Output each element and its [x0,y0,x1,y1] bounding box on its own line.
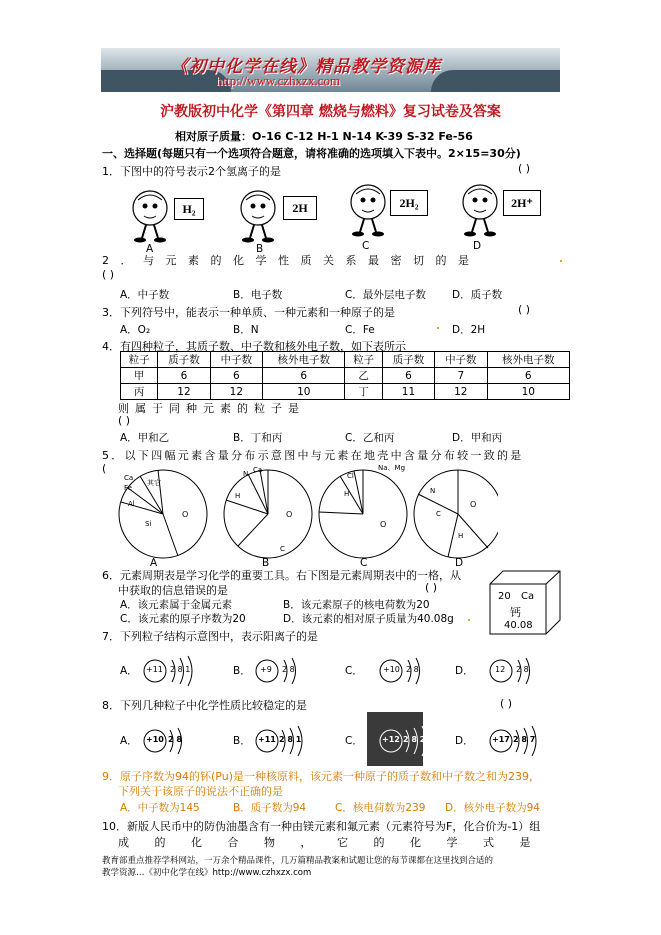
pie-c [319,470,407,558]
table-header-cell: 粒子 [345,352,382,368]
q5-answer-paren: ( [102,462,107,475]
q7-c-nucleus: +10 [383,665,400,674]
pie-a-label-fe: Fe [124,484,132,492]
q4-option-b[interactable]: B．丁和丙 [233,432,283,444]
table-header-cell: 核外电子数 [487,352,570,368]
element-name: 钙 [510,606,521,619]
footer-line-2[interactable]: 教学资源…《初中化学在线》http://www.czhxzx.com [102,868,312,878]
table-cell: 10 [263,384,345,400]
q1-letter-c: C [362,240,370,252]
q7-option-b[interactable]: B． [233,665,251,677]
pie-d [414,470,498,558]
pie-b-label-c: C [280,545,285,553]
cartoon-ball-a [133,191,167,243]
q1-label-a: H₂ [174,198,204,220]
q8-b-nucleus: +11 [258,735,276,744]
q7-c-shells: 2 8 [406,665,419,674]
q6-stem: 6．元素周期表是学习化学的重要工具。右下图是元素周期表中的一格，从 [102,569,461,582]
q4-stem: 4．有四种粒子，其质子数、中子数和核外电子数，如下表所示 [102,340,406,353]
q5-letter-c: C [360,557,368,569]
cartoon-ball-d [463,185,497,237]
q4-option-a[interactable]: A．甲和乙 [120,432,170,444]
q4-particle-table [120,351,570,400]
q3-option-c[interactable]: C．Fe [345,324,375,336]
q7-stem: 7．下列粒子结构示意图中，表示阳离子的是 [102,630,318,643]
table-cell: 6 [382,368,434,384]
q1-letter-d: D [473,240,482,252]
pie-d-label-c: C [436,510,441,518]
q2-option-d[interactable]: D．质子数 [452,289,503,301]
q1-label-b: 2H [283,196,317,220]
pie-d-label-o: O [470,500,477,509]
q1-letter-b: B [256,243,264,255]
footer [102,855,572,879]
q1-answer-paren: ( ) [518,162,531,175]
q7-a-nucleus: +11 [146,665,163,674]
q7-option-c[interactable]: C． [345,665,363,677]
decor-dot [560,260,562,262]
q9-stem: 9．原子序数为94的钚(Pu)是一种核原料，该元素一种原子的质子数和中子数之和为239， [102,770,540,783]
pie-a-label-o: O [182,510,189,519]
q8-option-b[interactable]: B． [233,735,251,747]
table-header-cell: 质子数 [382,352,434,368]
q2-option-a[interactable]: A．中子数 [120,289,170,301]
q9-stem-2: 下列关于该原子的说法不正确的是 [118,785,283,798]
q8-answer-paren: ( ) [500,697,513,710]
pie-a-label-other: 其它 [147,479,161,487]
document-title: 沪教版初中化学《第四章 燃烧与燃料》复习试卷及答案 [160,104,501,120]
banner-url[interactable]: http://www.czhxzx.com [216,73,341,88]
q7-a-shells: 2 8 1 [170,665,191,674]
element-number: 20 [498,591,511,602]
element-symbol: Ca [521,591,535,602]
q10-stem-2: 成 的 化 合 物 ， 它 的 化 学 式 是 [118,836,542,849]
table-cell: 11 [382,384,434,400]
table-header-cell: 核外电子数 [263,352,345,368]
cartoon-ball-b [241,191,275,243]
q8-c-shells: 2 8 2 [403,735,426,744]
table-cell: 12 [435,384,487,400]
q1-letter-a: A [146,243,154,255]
q2-option-b[interactable]: B．电子数 [233,289,283,301]
table-header-cell: 中子数 [435,352,487,368]
q3-stem: 3．下列符号中，能表示一种单质、一种元素和一种原子的是 [102,306,395,319]
banner-hill-decoration [431,70,560,92]
q5-stem: 5．以下四幅元素含量分布示意图中与元素在地壳中含量分布较一致的是 [102,449,524,462]
q9-option-a[interactable]: A．中子数为145 [120,802,200,814]
pie-a [119,470,207,558]
q6-option-a[interactable]: A．该元素属于金属元素 [120,599,233,611]
q9-option-d[interactable]: D．核外电子数为94 [445,802,540,814]
q6-option-c[interactable]: C．该元素的原子序数为20 [120,613,246,625]
q8-a-nucleus: +10 [146,735,164,744]
pie-d-label-h: H [458,532,464,540]
pie-a-label-al: Al [128,500,135,508]
table-cell: 乙 [345,368,382,384]
decor-dot [437,327,439,329]
q8-b-shells: 2 8 1 [279,735,302,744]
table-cell: 6 [263,368,345,384]
q8-option-c[interactable]: C． [345,735,363,747]
q5-letter-a: A [150,557,158,569]
q8-c-nucleus: +12 [382,735,400,744]
table-header-cell: 质子数 [158,352,210,368]
q3-option-a[interactable]: A．O₂ [120,324,151,336]
table-row [121,384,570,400]
pie-c-label-o: O [380,520,387,529]
banner-title: 《初中化学在线》精品教学资源库 [171,57,441,77]
q5-letter-d: D [455,557,464,569]
pie-b-label-ca: Ca [253,466,263,474]
q8-a-shells: 2 8 [168,735,182,744]
q4-option-d[interactable]: D．甲和丙 [452,432,503,444]
q6-option-d[interactable]: D．该元素的相对原子质量为40.08g [283,613,454,625]
section-1-heading: 一、选择题(每题只有一个选项符合题意，请将准确的选项填入下表中。2×15=30分) [102,147,521,160]
q7-d-nucleus: 12 [495,665,506,674]
q7-b-shells: 2 8 [282,665,295,674]
q3-option-b[interactable]: B．N [233,324,259,336]
pie-b-label-n: N [243,470,249,478]
table-cell: 6 [210,368,262,384]
pie-b-label-h: H [235,492,241,500]
table-cell: 丁 [345,384,382,400]
q1-label-c: 2H₂ [390,190,428,216]
decor-dot [468,619,470,621]
q10-stem: 10．新版人民币中的防伪油墨含有一种由镁元素和氟元素（元素符号为F，化合价为-1）组 [102,820,541,833]
table-cell: 12 [210,384,262,400]
footer-line-1: 教育部重点推荐学科网站，一万余个精品课件，几万篇精品教案和试题让您的每节课都在这里找到合适的 [102,856,494,866]
pie-b [224,470,312,558]
q8-option-a[interactable]: A． [120,735,138,747]
q2-stem: 2．与元素的化学性质关系最密切的是 [102,254,481,267]
q8-d-shells: 2 8 7 [513,735,536,744]
q9-option-c[interactable]: C．核电荷数为239 [335,802,426,814]
pie-c-label-cl: Cl [347,472,354,480]
q1-label-d: 2H⁺ [503,190,541,216]
table-header-cell: 中子数 [210,352,262,368]
q7-structure-diagrams [140,652,580,692]
table-header-cell: 粒子 [121,352,158,368]
pie-c-label-h: H [344,490,350,498]
q7-option-d[interactable]: D． [455,665,474,677]
q8-d-nucleus: +17 [492,735,510,744]
q4-answer-paren: ( ) [118,414,131,427]
element-mass: 40.08 [504,620,533,631]
q4-option-c[interactable]: C．乙和丙 [345,432,395,444]
q1-stem: 1．下图中的符号表示2个氢离子的是 [102,165,281,178]
pie-a-label-ca: Ca [124,474,134,482]
table-cell: 12 [158,384,210,400]
table-cell: 7 [435,368,487,384]
table-cell: 10 [487,384,570,400]
table-row [121,368,570,384]
pie-c-label-na-mg: Na、Mg [378,464,406,472]
atomic-masses: 相对原子质量：O-16 C-12 H-1 N-14 K-39 S-32 Fe-56 [175,130,473,143]
q8-option-d[interactable]: D． [455,735,474,747]
table-cell: 6 [158,368,210,384]
site-banner [101,48,560,92]
q8-stem: 8．下列几种粒子中化学性质比较稳定的是 [102,699,307,712]
pie-b-label-o: O [286,510,293,519]
table-cell: 6 [487,368,570,384]
q4-stem-2: 则属于同种元素的粒子是 [118,402,305,415]
q5-pie-charts [118,464,498,572]
q3-option-d[interactable]: D．2H [452,324,486,336]
pie-a-label-si: Si [145,520,152,528]
q7-d-shells: 2 8 [516,665,529,674]
table-cell: 甲 [121,368,158,384]
q7-b-nucleus: +9 [260,665,272,674]
q7-option-a[interactable]: A． [120,665,138,677]
q2-option-c[interactable]: C．最外层电子数 [345,289,426,301]
cartoon-ball-c [351,185,385,237]
pie-d-label-n: N [430,487,436,495]
q6-answer-paren: ( ) [425,581,438,594]
q6-stem-2: 中获取的信息错误的是 [118,584,228,597]
q6-option-b[interactable]: B．该元素原子的核电荷数为20 [283,599,430,611]
q2-answer-paren: ( ) [102,268,115,281]
table-header-row [121,352,570,368]
q9-option-b[interactable]: B．质子数为94 [233,802,307,814]
table-cell: 丙 [121,384,158,400]
q5-letter-b: B [262,557,270,569]
q3-answer-paren: ( ) [518,303,531,316]
